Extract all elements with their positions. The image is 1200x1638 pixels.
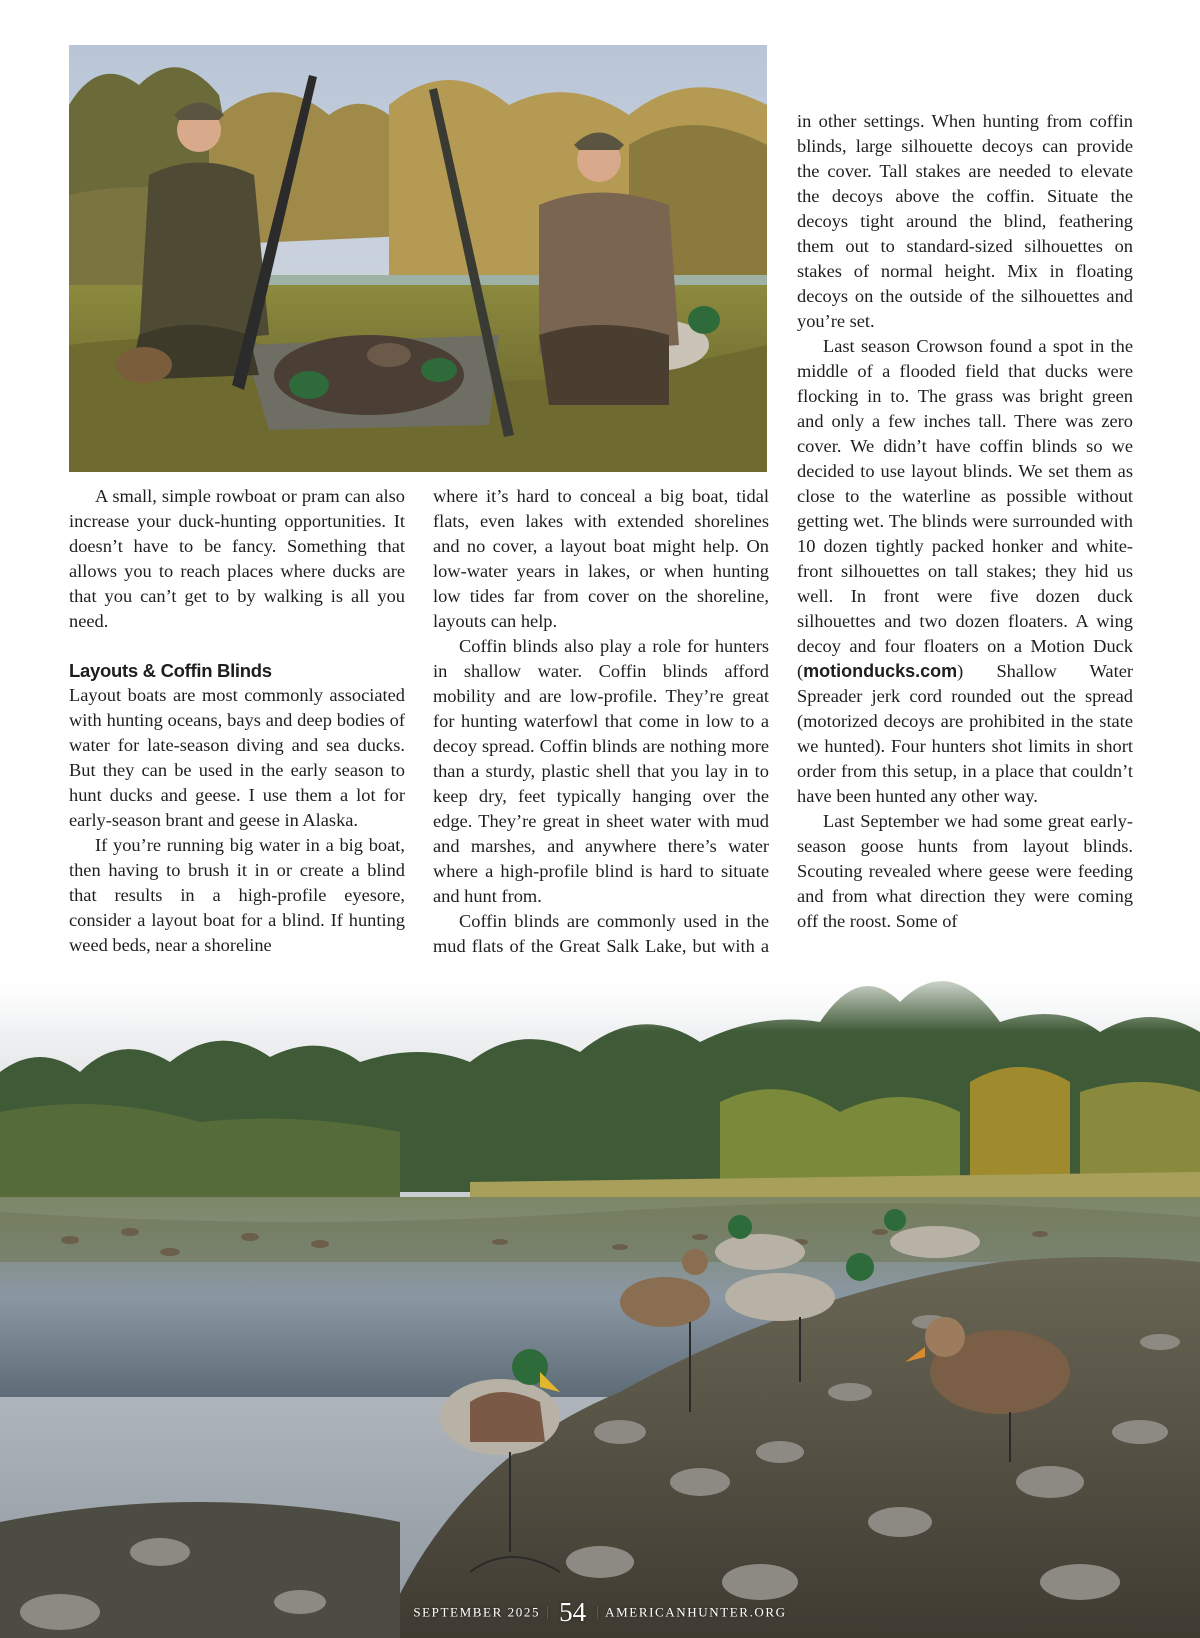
- paragraph: If you’re running big water in a big boat, then having to brush it in or create a blind that results in a high-profile eyesore, consider a layout boat for a blind. If hunting weed beds, near a shoreline: [69, 835, 405, 955]
- photo-fade: [0, 962, 1200, 1032]
- text-column-2: [433, 484, 769, 984]
- paragraph: Coffin blinds also play a role for hunters in shallow water. Coffin blinds afford mobility and are low-profile. They’re great for hunting waterfowl that come in low to a decoy spread. Coffin blinds are nothing more than a sturdy, plastic shell that you lay in to keep dry, feet typically hanging over the edge. They’re great in sheet water with mud and marshes, and anywhere there’s water where a high-profile blind is hard to situate and hunt from.: [433, 636, 769, 906]
- website-url[interactable]: AMERICANHUNTER.ORG: [605, 1604, 787, 1620]
- paragraph: [797, 334, 1133, 809]
- hunters-photo: [69, 45, 767, 472]
- footer-separator: |: [596, 1604, 600, 1620]
- text-column-3: [797, 109, 1133, 934]
- decoys-photo-art: [0, 962, 1200, 1638]
- paragraph: A small, simple rowboat or pram can also increase your duck-hunting opportunities. It doesn’t have to be fancy. Something that allows you to reach places where ducks are that you can’t get to by walking is all you need.: [69, 486, 405, 631]
- text-column-1: [69, 484, 405, 958]
- motionducks-link[interactable]: motionducks.com: [803, 661, 958, 681]
- paragraph-text: Last season Crowson found a spot in the middle of a flooded field that ducks were flocking in to. The grass was bright green and only a few inches tall. There was zero cover. We didn’t have coffin blinds so we decided to use layout blinds. We set them as close to the waterline as possible without getting wet. The blinds were surrounded with 10 dozen tightly packed honker and white-front silhouettes on tall stakes; they hid us well. In front were five dozen duck silhouettes and two dozen floaters. A wing decoy and four floaters on a Motion Duck (: [797, 336, 1133, 681]
- issue-date: SEPTEMBER 2025: [413, 1604, 541, 1620]
- paragraph: Layout boats are most commonly associated with hunting oceans, bays and deep bodies of water for late-season diving and sea ducks. But they can be used in the early season to hunt ducks and geese. I use them a lot for early-season brant and geese in Alaska.: [69, 685, 405, 830]
- paragraph: where it’s hard to conceal a big boat, tidal flats, even lakes with extended shorelines and no cover, a layout boat might help. On low-water years in lakes, or when hunting low tides far from cover on the shoreline, layouts can help.: [433, 486, 769, 631]
- paragraph: in other settings. When hunting from coffin blinds, large silhouette decoys can provide the cover. Tall stakes are needed to elevate the decoys above the coffin. Situate the decoys tight around the blind, feathering them out to standard-sized silhouettes on stakes of normal height. Mix in floating decoys on the outside of the silhouettes and you’re set.: [797, 111, 1133, 331]
- footer-separator: |: [546, 1604, 550, 1620]
- paragraph: Last September we had some great early-season goose hunts from layout blinds. Scouting revealed where geese were feeding and from what direction they were coming off the roost. Some of: [797, 811, 1133, 931]
- section-subhead: Layouts & Coffin Blinds: [69, 660, 272, 681]
- hunters-photo-art: [69, 45, 767, 472]
- decoys-photo: [0, 962, 1200, 1638]
- page-footer: [0, 1597, 1200, 1628]
- page-number: 54: [559, 1597, 587, 1627]
- paragraph-text: ) Shallow Water Spreader jerk cord rounded out the spread (motorized decoys are prohibited in the state we hunted). Four hunters shot limits in short order from this setup, in a place that couldn’t have been hunted any other way.: [797, 661, 1133, 806]
- paragraph: Coffin blinds are commonly used in the mud flats of the Great Salk Lake, but with a: [433, 911, 769, 956]
